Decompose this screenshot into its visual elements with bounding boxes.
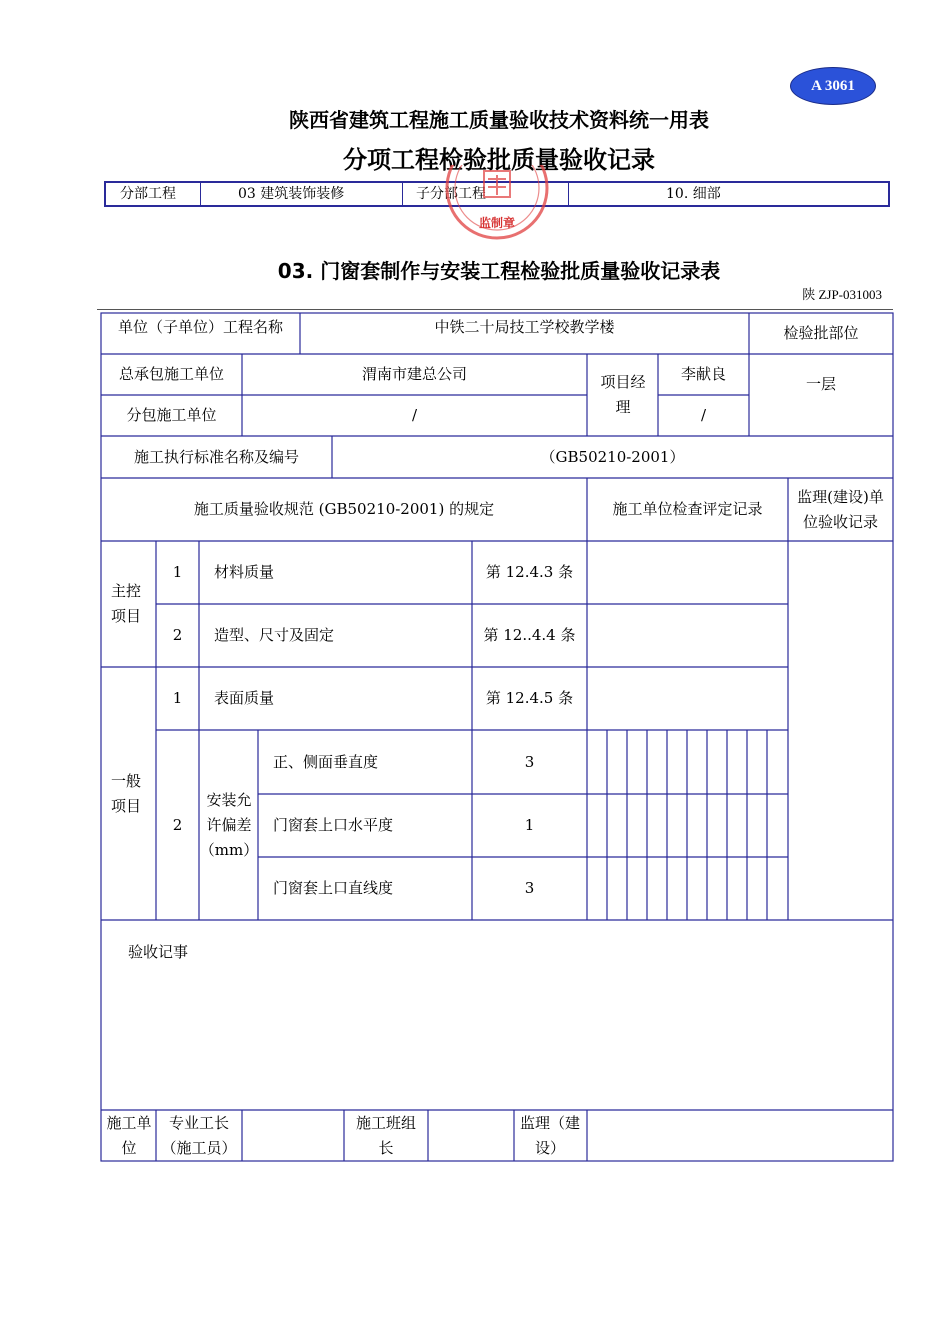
project-manager-label: 项目经理	[600, 373, 646, 416]
main-item-2-clause: 第 12..4.4 条	[483, 626, 576, 644]
main-item-2-no: 2	[172, 626, 183, 644]
seal-text: 监制章	[478, 216, 516, 230]
tolerance-item-1-name: 正、侧面垂直度	[273, 752, 379, 771]
form-code: 陕 ZJP-031003	[802, 287, 882, 302]
project-manager-value: 李献良	[680, 365, 726, 383]
value-fenbu: 03 建筑装饰装修	[238, 186, 345, 202]
tolerance-item-3-name: 门窗套上口直线度	[273, 879, 394, 897]
standard-value: （GB50210-2001）	[540, 447, 685, 466]
general-label: 一般项目	[110, 771, 141, 815]
remarks-label: 验收记事	[128, 942, 189, 961]
footer-supervision: 监理（建设）	[519, 1113, 580, 1157]
tolerance-item-2-name: 门窗套上口水平度	[273, 816, 394, 834]
subcontractor-value: /	[411, 406, 418, 424]
general-contractor-value: 渭南市建总公司	[361, 365, 467, 383]
tolerance-item-3-value: 3	[524, 879, 535, 897]
footer-construction-unit: 施工单位	[106, 1113, 152, 1157]
subcontractor-label: 分包施工单位	[126, 406, 217, 424]
project-name-value: 中铁二十局技工学校教学楼	[434, 317, 615, 336]
main-item-2-name: 造型、尺寸及固定	[214, 626, 335, 644]
general-item-1-no: 1	[172, 689, 183, 707]
project-name-label: 单位（子单位）工程名称	[117, 317, 283, 336]
footer-foreman: 专业工长（施工员）	[161, 1113, 237, 1157]
supervision-header: 监理(建设)单位验收记录	[797, 487, 884, 531]
batch-part-label: 检验批部位	[783, 324, 859, 342]
tolerance-item-2-value: 1	[524, 816, 535, 834]
label-fenbu: 分部工程	[120, 186, 176, 202]
general-item-2-no: 2	[172, 815, 183, 834]
general-item-1-clause: 第 12.4.5 条	[485, 689, 574, 707]
value-zifenbu: 10. 细部	[666, 186, 721, 202]
form-title: 03. 门窗套制作与安装工程检验批质量验收记录表	[277, 259, 721, 283]
tolerance-item-1-value: 3	[524, 752, 535, 771]
main-item-1-no: 1	[172, 563, 183, 581]
footer-team-leader: 施工班组 长	[355, 1113, 416, 1157]
main-item-1-name: 材料质量	[214, 563, 275, 581]
document-title: 陕西省建筑工程施工质量验收技术资料统一用表	[289, 108, 709, 132]
construction-check-header: 施工单位检查评定记录	[612, 500, 763, 518]
sub-manager-value: /	[700, 406, 707, 424]
form-number-badge: A 3061	[790, 67, 876, 105]
spec-header: 施工质量验收规范 (GB50210-2001) 的规定	[193, 500, 495, 518]
main-control-label: 主控项目	[110, 582, 141, 625]
batch-part-value: 一层	[805, 374, 836, 393]
document-subtitle: 分项工程检验批质量验收记录	[343, 146, 655, 174]
tolerance-label: 安装允许偏差（mm）	[199, 790, 259, 859]
general-contractor-label: 总承包施工单位	[118, 365, 224, 383]
main-item-1-clause: 第 12.4.3 条	[485, 563, 574, 581]
general-item-1-name: 表面质量	[214, 689, 275, 707]
standard-label: 施工执行标准名称及编号	[133, 447, 299, 466]
label-zifenbu: 子分部工程	[416, 186, 486, 202]
